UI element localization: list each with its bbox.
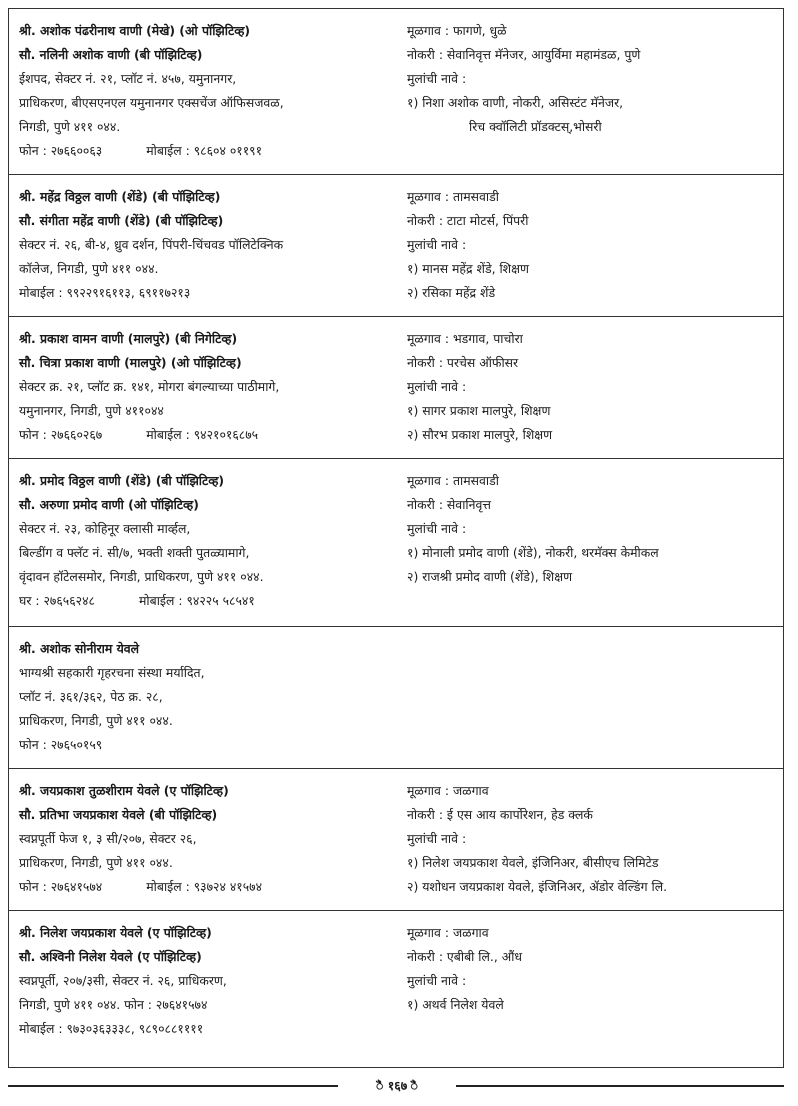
line-text: १) सागर प्रकाश मालपुरे, शिक्षण <box>407 403 551 418</box>
details-line <box>407 399 777 423</box>
address-line <box>19 875 399 899</box>
line-text: मूळगाव : भडगाव, पाचोरा <box>407 331 523 346</box>
line-text: सौ. प्रतिभा जयप्रकाश येवले (बी पॉझिटिव्ह) <box>19 807 218 822</box>
line-text: मोबाईल : ९९२२९१६११३, ६९११७२१३ <box>19 285 191 300</box>
line-text: श्री. प्रकाश वामन वाणी (मालपुरे) (बी निगेटिव्ह) <box>19 331 238 346</box>
address-line <box>19 351 399 375</box>
address-column <box>19 327 399 447</box>
line-text: २) राजश्री प्रमोद वाणी (शेंडे), शिक्षण <box>407 569 573 584</box>
address-line <box>19 921 399 945</box>
details-line <box>407 209 777 233</box>
address-line <box>19 139 399 163</box>
line-text: नोकरी : एबीबी लि., औंध <box>407 949 522 964</box>
mobile-text: मोबाईल : ९४२१०१६८७५ <box>146 427 259 442</box>
line-text: घर : २७६५६२४८ <box>19 593 95 608</box>
line-text: निगडी, पुणे ४११ ०४४. फोन : २७६४१५७४ <box>19 997 208 1012</box>
line-text: प्लॉट नं. ३६१/३६२, पेठ क्र. २८, <box>19 689 163 704</box>
line-text: १) मोनाली प्रमोद वाणी (शेंडे), नोकरी, थरमॅक्स केमीकल <box>407 545 659 560</box>
line-text: मूळगाव : तामसवाडी <box>407 189 499 204</box>
line-text: मूळगाव : जळगाव <box>407 925 489 940</box>
line-text: मुलांची नावे : <box>407 237 467 252</box>
line-text: १) निशा अशोक वाणी, नोकरी, असिस्टंट मॅनेजर, <box>407 95 624 110</box>
details-line <box>407 875 777 899</box>
line-text: मुलांची नावे : <box>407 379 467 394</box>
directory-entry <box>9 9 783 175</box>
details-line <box>407 375 777 399</box>
address-line <box>19 43 399 67</box>
address-column <box>19 469 399 613</box>
line-text: प्राधिकरण, निगडी, पुणे ४११ ०४४. <box>19 713 173 728</box>
line-text: सेक्टर क्र. २१, प्लॉट क्र. १४१, मोगरा बंगल्याच्या पाठीमागे, <box>19 379 280 394</box>
details-line <box>407 493 777 517</box>
directory-entry <box>9 175 783 317</box>
line-text: फोन : २७६६००६३ <box>19 143 103 158</box>
address-line <box>19 685 399 709</box>
line-text: प्राधिकरण, बीएसएनएल यमुनानगर एक्सचेंज ऑफिसजवळ, <box>19 95 284 110</box>
line-text: नोकरी : सेवानिवृत्त मॅनेजर, आयुर्विमा महामंडळ, पुणे <box>407 47 641 62</box>
address-line <box>19 67 399 91</box>
address-line <box>19 637 399 661</box>
address-line <box>19 827 399 851</box>
address-line <box>19 733 399 757</box>
line-text: रिच क्वॉलिटी प्रॉडक्टस्,भोसरी <box>469 119 602 134</box>
address-line <box>19 327 399 351</box>
details-line <box>407 281 777 305</box>
line-text: १) मानस महेंद्र शेंडे, शिक्षण <box>407 261 529 276</box>
details-line <box>407 19 777 43</box>
details-line <box>407 233 777 257</box>
address-line <box>19 257 399 281</box>
address-line <box>19 469 399 493</box>
line-text: वृंदावन हॉटेलसमोर, निगडी, प्राधिकरण, पुणे ४११ ०४४. <box>19 569 264 584</box>
line-text: २) यशोधन जयप्रकाश येवले, इंजिनिअर, ॲडोर वेल्डिंग लि. <box>407 879 668 894</box>
line-text: मुलांची नावे : <box>407 521 467 536</box>
details-line <box>407 91 777 115</box>
line-text: बिल्डींग व फ्लॅट नं. सी/७, भक्ती शक्ती पुतळ्यामागे, <box>19 545 250 560</box>
details-line <box>407 257 777 281</box>
details-column <box>407 921 777 1017</box>
address-column <box>19 19 399 163</box>
line-text: फोन : २७६६०२६७ <box>19 427 103 442</box>
line-text: नोकरी : ई एस आय कार्पोरेशन, हेड क्लर्क <box>407 807 593 822</box>
line-text: भाग्यश्री सहकारी गृहरचना संस्था मर्यादित, <box>19 665 205 680</box>
details-column <box>407 185 777 305</box>
line-text: २) रसिका महेंद्र शेंडे <box>407 285 496 300</box>
address-line <box>19 281 399 305</box>
line-text: मुलांची नावे : <box>407 831 467 846</box>
line-text: फोन : २७६४१५७४ <box>19 879 103 894</box>
address-line <box>19 185 399 209</box>
address-line <box>19 375 399 399</box>
line-text: श्री. अशोक पंढरीनाथ वाणी (मेखे) (ओ पॉझिटिव्ह) <box>19 23 251 38</box>
line-text: १) अथर्व निलेश येवले <box>407 997 504 1012</box>
address-line <box>19 589 399 613</box>
line-text: फोन : २७६५०१५९ <box>19 737 103 752</box>
details-line <box>407 969 777 993</box>
line-text: मुलांची नावे : <box>407 973 467 988</box>
details-line <box>407 327 777 351</box>
line-text: मूळगाव : तामसवाडी <box>407 473 499 488</box>
address-line <box>19 115 399 139</box>
line-text: सौ. संगीता महेंद्र वाणी (शेंडे) (बी पॉझिटिव्ह) <box>19 213 224 228</box>
details-column <box>407 327 777 447</box>
directory-frame <box>8 8 784 1068</box>
address-line <box>19 779 399 803</box>
address-line <box>19 91 399 115</box>
line-text: मूळगाव : फागणे, धुळे <box>407 23 507 38</box>
details-column <box>407 19 777 139</box>
details-line <box>407 803 777 827</box>
line-text: सौ. अरुणा प्रमोद वाणी (ओ पॉझिटिव्ह) <box>19 497 199 512</box>
address-line <box>19 993 399 1017</box>
line-text: सेक्टर नं. २६, बी-४, ध्रुव दर्शन, पिंपरी-चिंचवड पॉलिटेक्निक <box>19 237 284 252</box>
line-text: श्री. निलेश जयप्रकाश येवले (ए पॉझिटिव्ह) <box>19 925 212 940</box>
details-line <box>407 945 777 969</box>
line-text: श्री. महेंद्र विठ्ठल वाणी (शेंडे) (बी पॉझिटिव्ह) <box>19 189 221 204</box>
line-text: सौ. नलिनी अशोक वाणी (बी पॉझिटिव्ह) <box>19 47 203 62</box>
line-text: २) सौरभ प्रकाश मालपुरे, शिक्षण <box>407 427 553 442</box>
directory-entry <box>9 911 783 1069</box>
address-line <box>19 565 399 589</box>
directory-entry <box>9 459 783 627</box>
line-text: १) निलेश जयप्रकाश येवले, इंजिनिअर, बीसीएच लिमिटेड <box>407 855 659 870</box>
line-text: सौ. अश्विनी निलेश येवले (ए पॉझिटिव्ह) <box>19 949 202 964</box>
details-column <box>407 469 777 589</box>
details-line <box>407 43 777 67</box>
details-line <box>407 517 777 541</box>
details-line <box>407 67 777 91</box>
address-column <box>19 185 399 305</box>
address-line <box>19 803 399 827</box>
line-text: यमुनानगर, निगडी, पुणे ४११०४४ <box>19 403 164 418</box>
details-line <box>407 351 777 375</box>
address-line <box>19 233 399 257</box>
details-line <box>407 469 777 493</box>
directory-entry <box>9 317 783 459</box>
details-line <box>407 779 777 803</box>
line-text: निगडी, पुणे ४११ ०४४. <box>19 119 121 134</box>
details-line <box>407 921 777 945</box>
line-text: श्री. जयप्रकाश तुळशीराम येवले (ए पॉझिटिव्ह) <box>19 783 229 798</box>
directory-entry <box>9 769 783 911</box>
page-footer <box>8 1076 784 1096</box>
line-text: स्वप्नपूर्ती फेज १, ३ सी/२०७, सेक्टर २६, <box>19 831 197 846</box>
address-line <box>19 423 399 447</box>
details-line <box>407 993 777 1017</box>
line-text: स्वप्नपूर्ती, २०७/३सी, सेक्टर नं. २६, प्राधिकरण, <box>19 973 227 988</box>
address-line <box>19 493 399 517</box>
address-line <box>19 969 399 993</box>
directory-entry <box>9 627 783 769</box>
mobile-text: मोबाईल : ९३७२४ ४१५७४ <box>146 879 263 894</box>
address-line <box>19 19 399 43</box>
line-text: मुलांची नावे : <box>407 71 467 86</box>
address-line <box>19 945 399 969</box>
address-line <box>19 1017 399 1041</box>
details-line <box>407 565 777 589</box>
line-text: नोकरी : परचेस ऑफीसर <box>407 355 519 370</box>
details-column <box>407 779 777 899</box>
footer-rule-left <box>8 1085 338 1087</box>
address-line <box>19 541 399 565</box>
line-text: श्री. अशोक सोनीराम येवले <box>19 641 140 656</box>
mobile-text: मोबाईल : ९८६०४ ०११९१ <box>146 143 263 158</box>
details-line <box>407 827 777 851</box>
page-number: ꣿ १६७ ꣿ <box>376 1078 418 1093</box>
address-line <box>19 851 399 875</box>
address-line <box>19 209 399 233</box>
address-column <box>19 921 399 1041</box>
details-line <box>407 423 777 447</box>
line-text: मूळगाव : जळगाव <box>407 783 489 798</box>
address-line <box>19 399 399 423</box>
line-text: नोकरी : सेवानिवृत्त <box>407 497 491 512</box>
line-text: कॉलेज, निगडी, पुणे ४११ ०४४. <box>19 261 159 276</box>
line-text: सेक्टर नं. २३, कोहिनूर क्लासी मार्व्हल, <box>19 521 191 536</box>
line-text: श्री. प्रमोद विठ्ठल वाणी (शेंडे) (बी पॉझिटिव्ह) <box>19 473 225 488</box>
mobile-text: मोबाईल : ९४२२५ ५८५४१ <box>139 593 255 608</box>
address-line <box>19 661 399 685</box>
line-text: सौ. चित्रा प्रकाश वाणी (मालपुरे) (ओ पॉझिटिव्ह) <box>19 355 242 370</box>
address-line <box>19 709 399 733</box>
details-line <box>407 851 777 875</box>
address-column <box>19 637 399 757</box>
footer-rule-right <box>456 1085 784 1087</box>
details-line <box>407 541 777 565</box>
details-line <box>407 185 777 209</box>
address-column <box>19 779 399 899</box>
line-text: नोकरी : टाटा मोटर्स, पिंपरी <box>407 213 529 228</box>
address-line <box>19 517 399 541</box>
line-text: प्राधिकरण, निगडी, पुणे ४११ ०४४. <box>19 855 173 870</box>
details-line <box>407 115 777 139</box>
line-text: मोबाईल : ९७३०३६३३३८, ९८९०८८११११ <box>19 1021 204 1036</box>
line-text: ईशपद, सेक्टर नं. २१, प्लॉट नं. ४५७, यमुनानगर, <box>19 71 237 86</box>
